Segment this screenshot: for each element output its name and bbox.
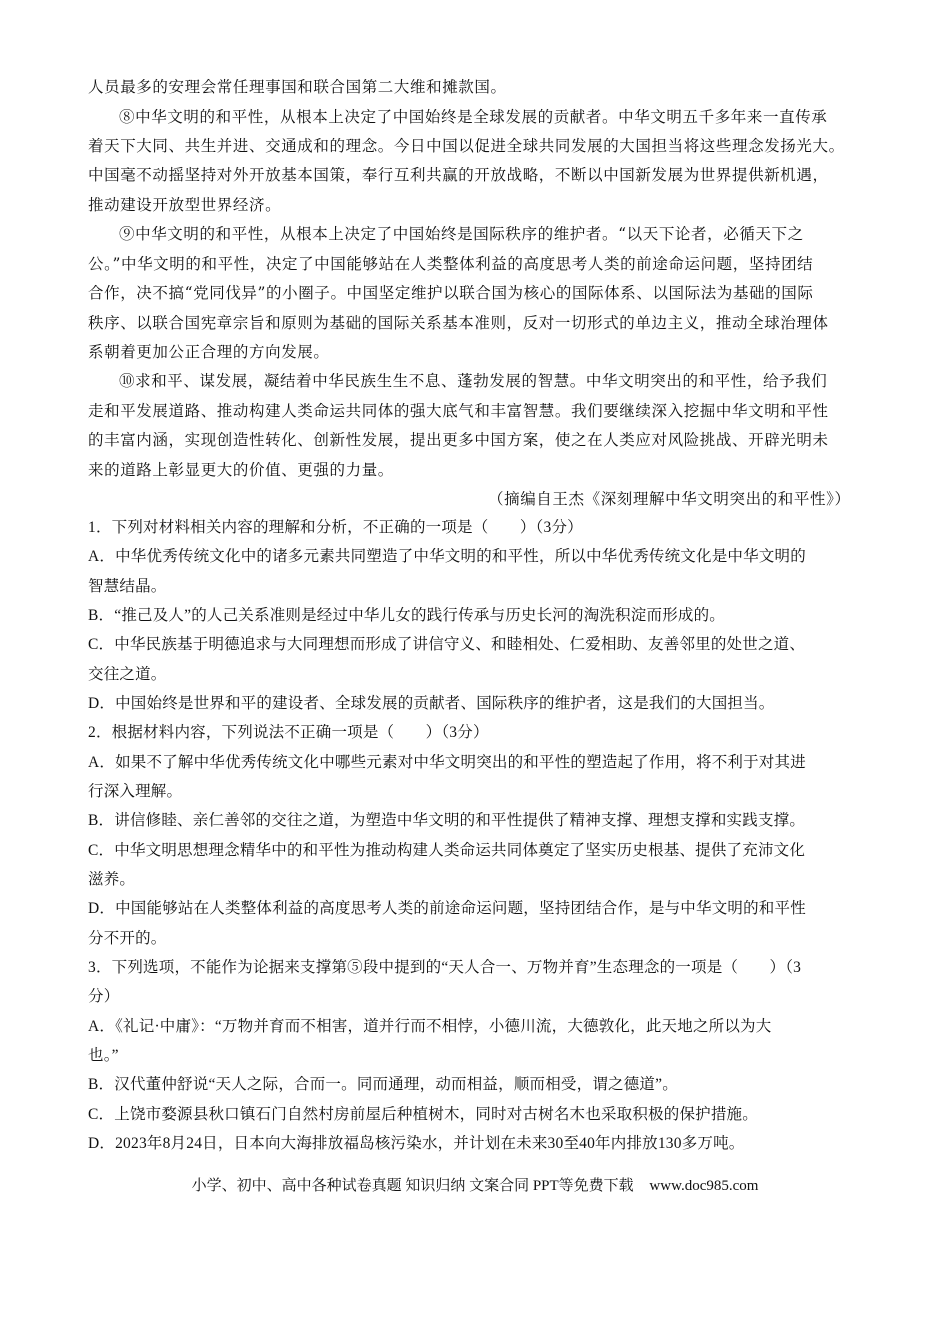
passage-line: 着天下大同、共生并进、交通成和的理念。今日中国以促进全球共同发展的大国担当将这些理念发扬光大。 — [88, 137, 845, 155]
question-2-stem: 2．根据材料内容，下列说法不正确一项是（ ）（3分） — [88, 724, 489, 741]
question-3-option-d: D．2023年8月24日，日本向大海排放福岛核污染水，并计划在未来30至40年内排放130多万吨。 — [88, 1135, 745, 1152]
question-1-option-a: A．中华优秀传统文化中的诸多元素共同塑造了中华文明的和平性，所以中华优秀传统文化是中华文明的 — [88, 548, 806, 565]
question-2-option-d-cont: 分不开的。 — [88, 930, 167, 947]
passage-line: 推动建设开放型世界经济。 — [88, 196, 282, 214]
question-3-stem: 3．下列选项，不能作为论据来支撑第⑤段中提到的“天人合一、万物并育”生态理念的一项是（ ）（3 — [88, 959, 802, 976]
question-2-option-d: D．中国能够站在人类整体利益的高度思考人类的前途命运问题，坚持团结合作，是与中华文明的和平性 — [88, 900, 806, 917]
passage-line: 秩序、以联合国宪章宗旨和原则为基础的国际关系基本准则，反对一切形式的单边主义，推动全球治理体 — [88, 314, 829, 332]
passage-line: 人员最多的安理会常任理事国和联合国第二大维和摊款国。 — [88, 78, 507, 96]
question-1-option-b: B．“推己及人”的人己关系准则是经过中华儿女的践行传承与历史长河的淘洗积淀而形成的。 — [88, 607, 726, 624]
page-footer — [0, 1176, 950, 1196]
question-2-option-c: C．中华文明思想理念精华中的和平性为推动构建人类命运共同体奠定了坚实历史根基、提供了充沛文化 — [88, 842, 806, 859]
question-2-option-a: A．如果不了解中华优秀传统文化中哪些元素对中华文明突出的和平性的塑造起了作用，将不利于对其进 — [88, 754, 806, 771]
question-1-option-c: C．中华民族基于明德追求与大同理想而形成了讲信守义、和睦相处、仁爱相助、友善邻里的处世之道、 — [88, 636, 806, 653]
question-3-option-a: A．《礼记·中庸》：“万物并育而不相害，道并行而不相悖，小德川流，大德敦化，此天地之所以为大 — [88, 1018, 772, 1035]
passage-line: ⑨中华文明的和平性，从根本上决定了中国始终是国际秩序的维护者。“以天下论者，必循天下之 — [119, 225, 804, 243]
passage-line: 的丰富内涵，实现创造性转化、创新性发展，提出更多中国方案，使之在人类应对风险挑战、开辟光明未 — [88, 431, 829, 449]
question-3-stem-cont: 分） — [88, 988, 120, 1005]
passage-line: 合作，决不搞“党同伐异”的小圈子。中国坚定维护以联合国为核心的国际体系、以国际法为基础的国际 — [88, 284, 814, 302]
question-3-option-a-cont: 也。” — [88, 1047, 119, 1064]
passage-line: 中国毫不动摇坚持对外开放基本国策，奉行互利共赢的开放战略，不断以中国新发展为世界提供新机遇， — [88, 166, 829, 184]
passage-line: ⑧中华文明的和平性，从根本上决定了中国始终是全球发展的贡献者。中华文明五千多年来一直传承 — [119, 108, 828, 126]
question-1-option-a-cont: 智慧结晶。 — [88, 578, 167, 595]
question-2-option-b: B．讲信修睦、亲仁善邻的交往之道，为塑造中华文明的和平性提供了精神支撑、理想支撑和实践支撑。 — [88, 812, 806, 829]
question-2-option-c-cont: 滋养。 — [88, 871, 136, 888]
passage-line: ⑩求和平、谋发展，凝结着中华民族生生不息、蓬勃发展的智慧。中华文明突出的和平性，给予我们 — [119, 372, 828, 390]
question-1-option-d: D．中国始终是世界和平的建设者、全球发展的贡献者、国际秩序的维护者，这是我们的大国担当。 — [88, 695, 775, 712]
passage-line: 系朝着更加公正合理的方向发展。 — [88, 343, 330, 361]
footer-link[interactable]: www.doc985.com — [649, 1178, 759, 1194]
passage-line: 来的道路上彰显更大的价值、更强的力量。 — [88, 461, 394, 479]
question-3-option-b: B．汉代董仲舒说“天人之际，合而一。同而通理，动而相益，顺而相受，谓之德道”。 — [88, 1076, 678, 1093]
question-3-option-c: C．上饶市婺源县秋口镇石门自然村房前屋后种植树木，同时对古树名木也采取积极的保护措施。 — [88, 1106, 758, 1123]
footer-text: 小学、初中、高中各种试卷真题 知识归纳 文案合同 PPT等免费下载 — [191, 1178, 634, 1194]
question-1-option-c-cont: 交往之道。 — [88, 666, 167, 683]
question-1-stem: 1．下列对材料相关内容的理解和分析，不正确的一项是（ ）（3分） — [88, 519, 583, 536]
passage-line: 公。”中华文明的和平性，决定了中国能够站在人类整体利益的高度思考人类的前途命运问题，坚持团结 — [88, 255, 814, 273]
passage-source: （摘编自王杰《深刻理解中华文明突出的和平性》） — [488, 490, 851, 508]
passage-line: 走和平发展道路、推动构建人类命运共同体的强大底气和丰富智慧。我们要继续深入挖掘中华文明和平性 — [88, 402, 829, 420]
question-2-option-a-cont: 行深入理解。 — [88, 783, 183, 800]
